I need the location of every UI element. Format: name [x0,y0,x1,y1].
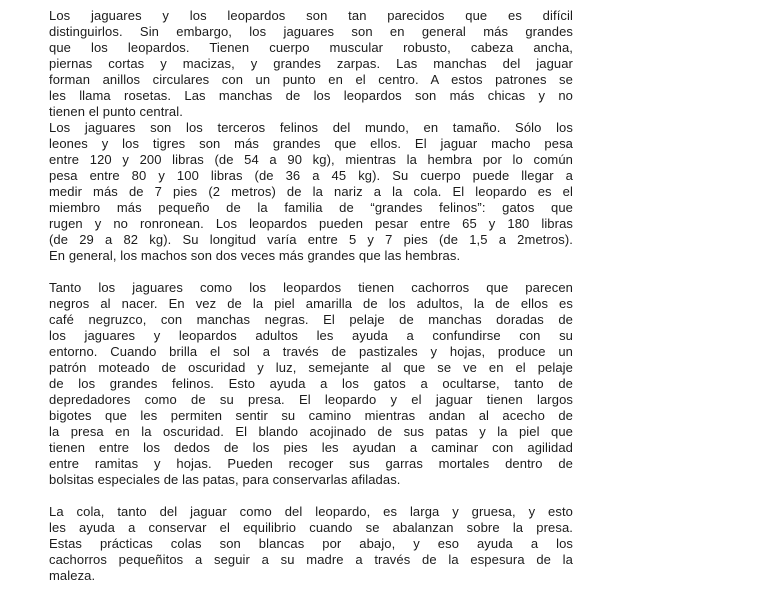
text-line: tienen el punto central. [49,104,183,119]
text-line: la presa en la oscuridad. El blando acojinado de sus patas y la piel que [49,424,573,439]
text-line: entre 120 y 200 libras (de 54 a 90 kg), mientras la hembra por lo común [49,152,573,167]
text-line: En general, los machos son dos veces más grandes que las hembras. [49,248,461,263]
text-line: los jaguares y leopardos adultos les ayuda a confundirse con su [49,328,573,343]
text-line: medir más de 7 pies (2 metros) de la nariz a la cola. El leopardo es el [49,184,573,199]
text-line: depredadores como de su presa. El leopardo y el jaguar tienen largos [49,392,573,407]
text-line: de los grandes felinos. Esto ayuda a los gatos a ocultarse, tanto de [49,376,573,391]
text-line: Estas prácticas colas son blancas por abajo, y eso ayuda a los [49,536,573,551]
text-line: entre ramitas y hojas. Pueden recoger sus garras mortales dentro de [49,456,573,471]
text-line: Los jaguares y los leopardos son tan parecidos que es difícil [49,8,573,23]
paragraph [49,120,573,264]
paragraph [49,8,573,120]
text-line: les ayuda a conservar el equilibrio cuando se abalanzan sobre la presa. [49,520,573,535]
text-line: distinguirlos. Sin embargo, los jaguares son en general más grandes [49,24,573,39]
text-line: maleza. [49,568,96,583]
text-line: leones y los tigres son más grandes que ellos. El jaguar macho pesa [49,136,573,151]
text-line: piernas cortas y macizas, y grandes zarpas. Las manchas del jaguar [49,56,573,71]
text-line: forman anillos circulares con un punto en el centro. A estos patrones se [49,72,573,87]
text-line: Los jaguares son los terceros felinos del mundo, en tamaño. Sólo los [49,120,573,135]
text-line: (de 29 a 82 kg). Su longitud varía entre 5 y 7 pies (de 1,5 a 2metros). [49,232,573,247]
article-text [49,8,573,584]
text-line: bigotes que les permiten sentir su camino mientras andan al acecho de [49,408,573,423]
text-line: miembro más pequeño de la familia de “grandes felinos”: gatos que [49,200,573,215]
paragraph [49,280,573,488]
text-line: que los leopardos. Tienen cuerpo muscular robusto, cabeza ancha, [49,40,573,55]
text-line: Tanto los jaguares como los leopardos tienen cachorros que parecen [49,280,573,295]
text-line: rugen y no ronronean. Los leopardos pueden pesar entre 65 y 180 libras [49,216,573,231]
text-line: negros al nacer. En vez de la piel amarilla de los adultos, la de ellos es [49,296,573,311]
paragraph [49,504,573,584]
text-line: tienen entre los dedos de los pies les ayudan a caminar con agilidad [49,440,573,455]
text-line: les llama rosetas. Las manchas de los leopardos son más chicas y no [49,88,573,103]
text-line: pesa entre 80 y 100 libras (de 36 a 45 kg). Su cuerpo puede llegar a [49,168,573,183]
text-line: café negruzco, con manchas negras. El pelaje de manchas doradas de [49,312,573,327]
text-line: entorno. Cuando brilla el sol a través de pastizales y hojas, produce un [49,344,573,359]
text-line: patrón moteado de oscuridad y luz, semejante al que se ve en el pelaje [49,360,573,375]
text-line: La cola, tanto del jaguar como del leopardo, es larga y gruesa, y esto [49,504,573,519]
text-line: cachorros pequeñitos a seguir a su madre a través de la espesura de la [49,552,573,567]
text-line: bolsitas especiales de las patas, para conservarlas afiladas. [49,472,401,487]
